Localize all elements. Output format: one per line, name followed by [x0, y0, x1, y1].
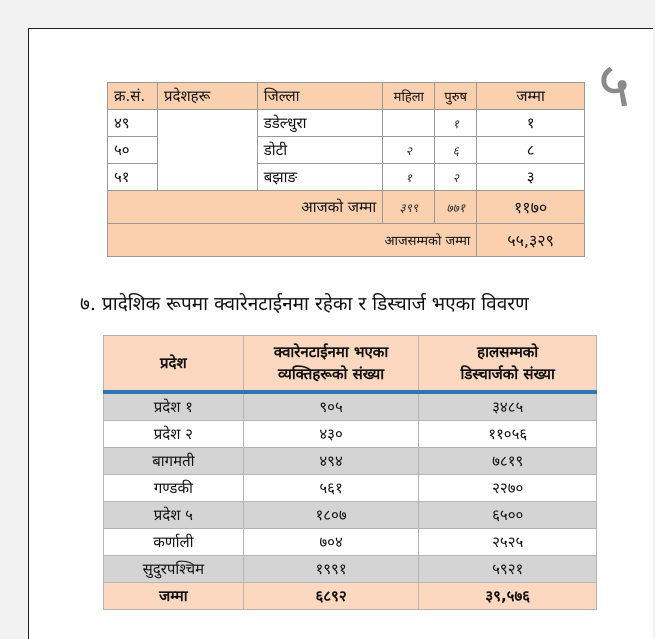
total-cell: ८ — [477, 137, 585, 164]
quarantine-cell: ४९४ — [243, 448, 419, 475]
female-cell: १ — [383, 164, 435, 191]
cumulative-total-label: आजसम्मको जम्मा — [108, 224, 477, 257]
province-cell: गण्डकी — [104, 475, 244, 502]
page-number: ५ — [598, 48, 631, 121]
male-cell: २ — [435, 164, 477, 191]
female-cell — [383, 110, 435, 137]
quarantine-cell: ४३० — [243, 421, 419, 448]
district-cell: डोटी — [257, 137, 383, 164]
quarantine-discharge-table — [103, 335, 597, 610]
header-province: प्रदेश — [104, 336, 244, 393]
table-row — [104, 529, 597, 556]
district-cases-table — [107, 82, 585, 257]
sn-cell: ४९ — [108, 110, 158, 137]
total-discharged: ३९,५७६ — [419, 583, 597, 610]
table-row — [108, 110, 585, 137]
total-cell: १ — [477, 110, 585, 137]
section-heading: ७. प्रादेशिक रूपमा क्वारेनटाईनमा रहेका र डिस्चार्ज भएका विवरण — [80, 293, 529, 315]
cumulative-total-value: ५५,३२९ — [477, 224, 585, 257]
header-quarantine-line1: क्वारेनटाईनमा भएका — [273, 343, 389, 361]
header-sn: क्र.सं. — [108, 83, 158, 110]
header-female: महिला — [383, 83, 435, 110]
province-cell: प्रदेश १ — [104, 392, 244, 421]
province-cell: सुदुरपश्चिम — [104, 556, 244, 583]
header-male: पुरुष — [435, 83, 477, 110]
total-cell: ३ — [477, 164, 585, 191]
province-cell: प्रदेश २ — [104, 421, 244, 448]
table-row — [104, 448, 597, 475]
discharged-cell: २५२५ — [419, 529, 597, 556]
table-header-row — [104, 336, 597, 393]
discharged-cell: ३४८५ — [419, 392, 597, 421]
province-cell — [157, 110, 257, 191]
discharged-cell: ५९२१ — [419, 556, 597, 583]
today-total-label: आजको जम्मा — [108, 191, 383, 224]
male-cell: ६ — [435, 137, 477, 164]
header-discharged-line1: हालसम्मको — [477, 343, 539, 361]
female-cell: २ — [383, 137, 435, 164]
table-row — [104, 421, 597, 448]
total-label: जम्मा — [104, 583, 244, 610]
province-cell: कर्णाली — [104, 529, 244, 556]
table-row — [104, 392, 597, 421]
header-discharged-line2: डिस्चार्जको संख्या — [460, 365, 555, 383]
header-provinces: प्रदेशहरू — [157, 83, 257, 110]
discharged-cell: ७८१९ — [419, 448, 597, 475]
header-quarantine — [243, 336, 419, 393]
discharged-cell: २२७० — [419, 475, 597, 502]
today-male-total: ७७१ — [435, 191, 477, 224]
sn-cell: ५१ — [108, 164, 158, 191]
total-row — [104, 583, 597, 610]
today-female-total: ३९९ — [383, 191, 435, 224]
province-cell: प्रदेश ५ — [104, 502, 244, 529]
table-header-row — [108, 83, 585, 110]
province-cell: बागमती — [104, 448, 244, 475]
header-district: जिल्ला — [257, 83, 383, 110]
quarantine-cell: १८०७ — [243, 502, 419, 529]
district-cell: डडेल्धुरा — [257, 110, 383, 137]
today-total-value: ११७० — [477, 191, 585, 224]
header-discharged — [419, 336, 597, 393]
today-total-row — [108, 191, 585, 224]
discharged-cell: ११०५६ — [419, 421, 597, 448]
male-cell: १ — [435, 110, 477, 137]
cumulative-total-row — [108, 224, 585, 257]
table-row — [104, 475, 597, 502]
quarantine-cell: १९९१ — [243, 556, 419, 583]
quarantine-cell: ९०५ — [243, 392, 419, 421]
header-total: जम्मा — [477, 83, 585, 110]
table-row — [104, 556, 597, 583]
total-quarantine: ६८९२ — [243, 583, 419, 610]
quarantine-cell: ७०४ — [243, 529, 419, 556]
sn-cell: ५० — [108, 137, 158, 164]
header-quarantine-line2: व्यक्तिहरूको संख्या — [278, 365, 385, 383]
quarantine-cell: ५६१ — [243, 475, 419, 502]
district-cell: बझाङ — [257, 164, 383, 191]
table-row — [104, 502, 597, 529]
discharged-cell: ६५०० — [419, 502, 597, 529]
